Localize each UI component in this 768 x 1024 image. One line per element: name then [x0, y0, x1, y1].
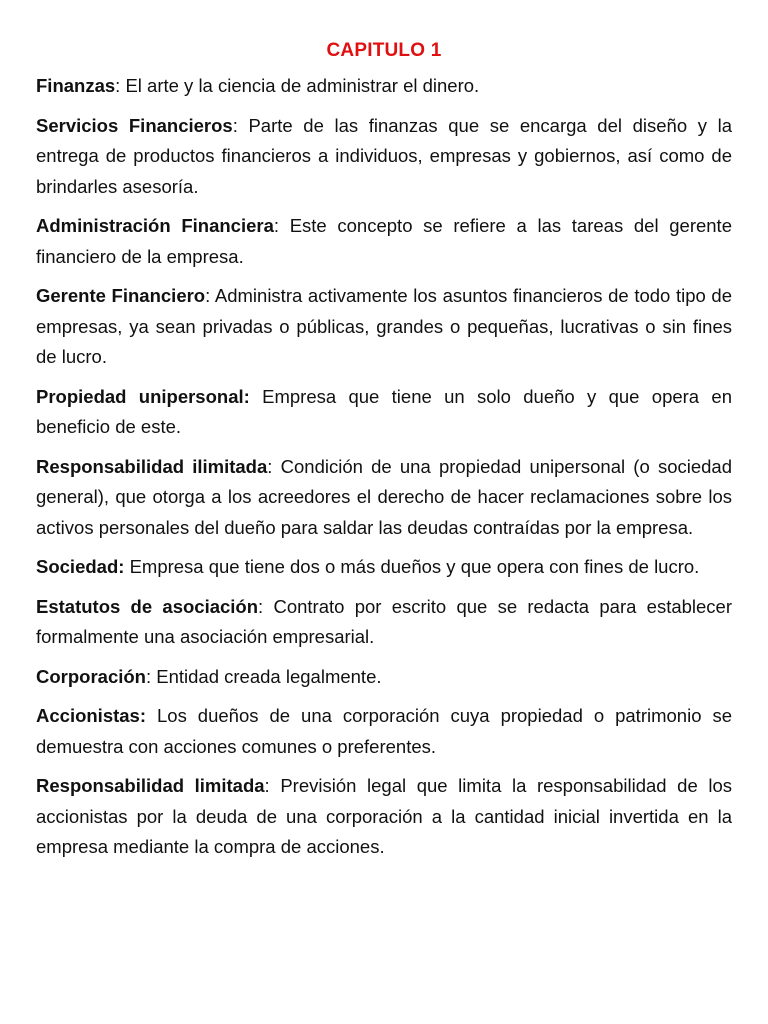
- entry-definition: Contrato por escrito que se redacta para establecer formalmente una asociación empresarial.: [36, 595, 733, 647]
- entry-definition: Empresa que tiene un solo dueño y que opera en beneficio de este.: [36, 385, 732, 437]
- entry-term: Sociedad:: [36, 556, 125, 577]
- glossary-entry-corporacion: [36, 662, 732, 693]
- entry-definition: El arte y la ciencia de administrar el dinero.: [125, 75, 480, 96]
- glossary-entry-estatutos-de-asociacion: [36, 592, 732, 653]
- entry-definition: Empresa que tiene dos o más dueños y que opera con fines de lucro.: [129, 556, 700, 577]
- entry-term: Accionistas:: [36, 705, 147, 726]
- entry-term: Finanzas: [36, 75, 116, 96]
- entry-separator: [146, 705, 157, 726]
- entry-definition: Los dueños de una corporación cuya propiedad o patrimonio se demuestra con acciones comunes o preferentes.: [36, 705, 732, 757]
- entry-separator: :: [267, 455, 281, 477]
- glossary-entry-administracion-financiera: [36, 211, 732, 272]
- entry-definition: Condición de una propiedad unipersonal (o sociedad general), que otorga a los acreedores el derecho de hacer reclamaciones sobre los activos personales del dueño para saldar las deudas contraídas por la empresa.: [36, 455, 732, 538]
- entry-term: Servicios Financieros: [36, 114, 233, 136]
- entry-term: Gerente Financiero: [36, 285, 206, 306]
- entry-term: Responsabilidad limitada: [36, 775, 265, 796]
- entry-separator: :: [258, 595, 274, 617]
- entry-term: Estatutos de asociación: [36, 595, 259, 617]
- entry-definition: Parte de las finanzas que se encarga del diseño y la entrega de productos financieros a individuos, empresas y gobiernos, así como de brindarles asesoría.: [36, 114, 732, 197]
- entry-separator: :: [273, 215, 290, 236]
- entry-term: Corporación: [36, 665, 146, 687]
- glossary-entry-servicios-financieros: [36, 111, 732, 203]
- glossary-entry-sociedad: [36, 552, 732, 583]
- entry-separator: :: [115, 75, 126, 96]
- entry-separator: [250, 386, 262, 407]
- entry-separator: :: [232, 114, 249, 136]
- entry-definition: Administra activamente los asuntos financieros de todo tipo de empresas, ya sean privadas o públicas, grandes o pequeñas, lucrativas o sin fines de lucro.: [36, 285, 732, 367]
- glossary-entry-accionistas: [36, 701, 732, 762]
- glossary-entry-finanzas: [36, 71, 732, 102]
- entry-separator: :: [264, 775, 281, 796]
- entry-definition: Este concepto se refiere a las tareas del gerente financiero de la empresa.: [36, 215, 732, 267]
- entry-definition: Previsión legal que limita la responsabilidad de los accionistas por la deuda de una corporación a la cantidad inicial invertida en la empresa mediante la compra de acciones.: [36, 775, 733, 857]
- glossary-entry-responsabilidad-ilimitada: [36, 452, 732, 544]
- entry-definition: Entidad creada legalmente.: [156, 665, 382, 687]
- entry-separator: :: [145, 665, 157, 687]
- chapter-title: CAPITULO 1: [326, 40, 442, 61]
- glossary-entry-responsabilidad-limitada: [36, 771, 732, 863]
- entry-term: Responsabilidad ilimitada: [36, 455, 268, 477]
- entry-term: Administración Financiera: [36, 215, 274, 236]
- entry-term: Propiedad unipersonal:: [36, 385, 250, 407]
- glossary-entry-gerente-financiero: [36, 281, 732, 373]
- document-page: [36, 36, 732, 872]
- entry-separator: :: [205, 285, 215, 306]
- glossary-entry-propiedad-unipersonal: [36, 382, 732, 443]
